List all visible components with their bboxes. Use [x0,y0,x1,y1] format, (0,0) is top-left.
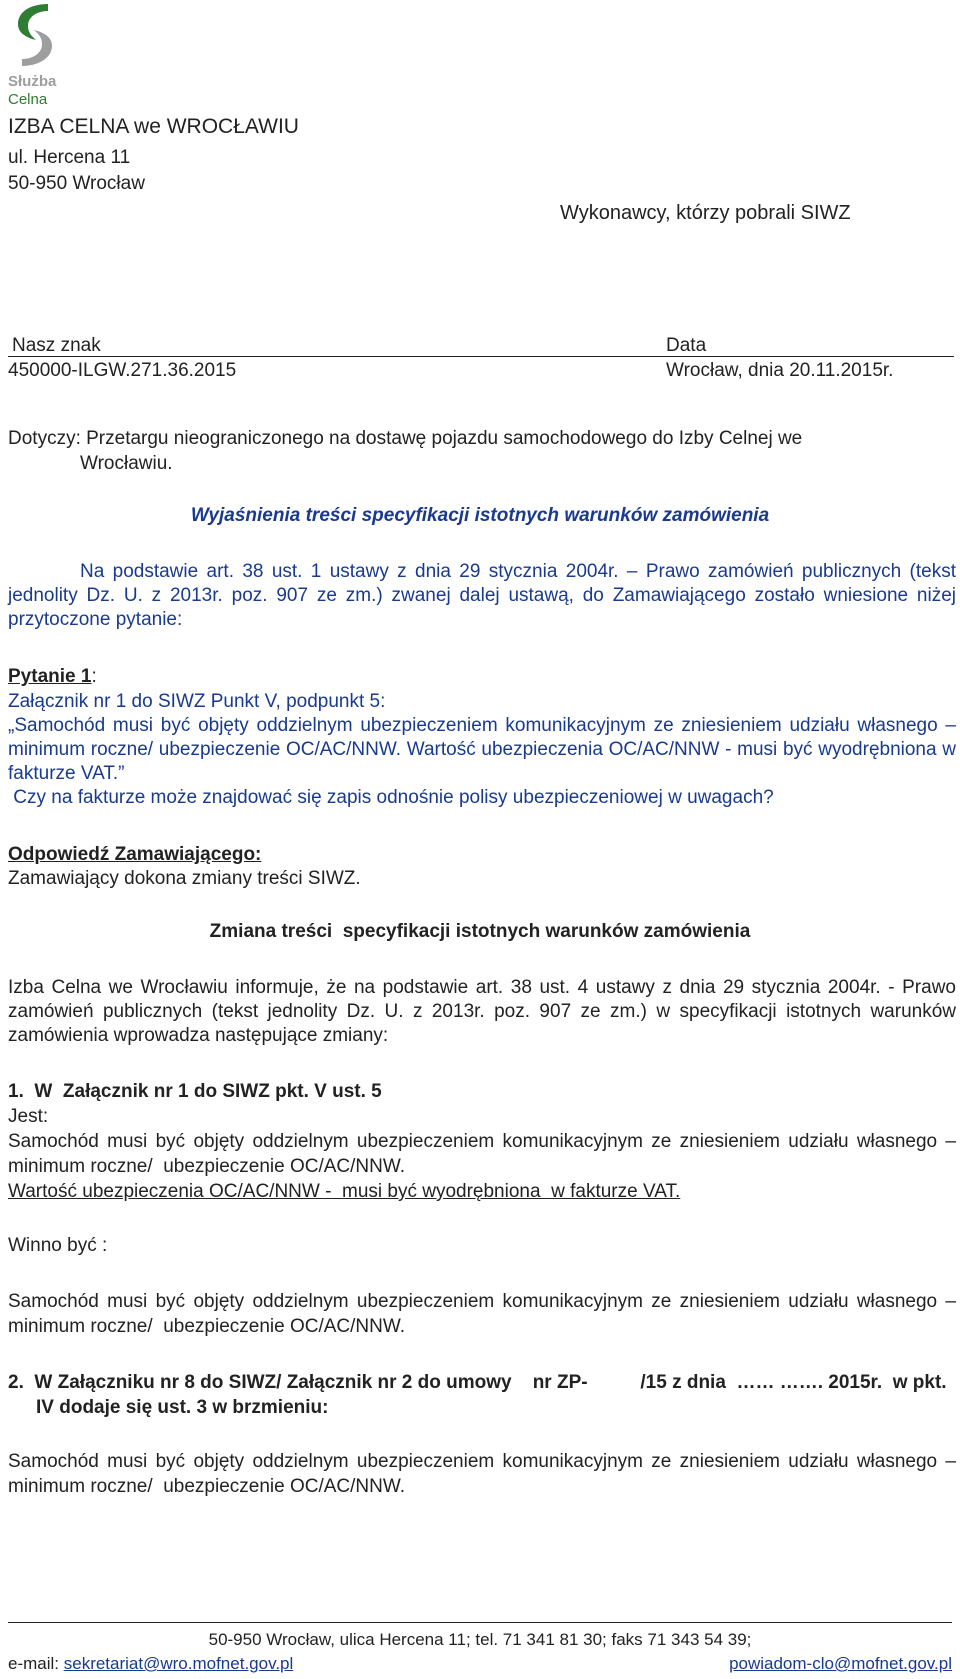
question-heading [8,665,97,689]
question-ask: Czy na fakturze może znajdować się zapis odnośnie polisy ubezpieczeniowej w uwagach? [8,787,774,808]
footer-email2-row [729,1652,952,1676]
footer-email-link[interactable]: sekretariat@wro.mofnet.gov.pl [63,1654,294,1673]
intro-line3: przytoczone pytanie: [8,609,183,630]
recipient: Wykonawcy, którzy pobrali SIWZ [560,202,851,224]
subject-line2: Wrocławiu. [80,453,173,474]
logo-text-sluzba: Służba [8,73,57,90]
customs-logo-icon [8,2,60,68]
footer-email2-link[interactable]: powiadom-clo@mofnet.gov.pl [729,1654,952,1673]
item1-jest-label: Jest: [8,1106,49,1127]
footer-email-row [8,1652,293,1676]
office-street: ul. Hercena 11 [8,147,131,168]
title-changes: Zmiana treści specyfikacji istotnych warunków zamówienia [209,921,751,942]
item1-jest-line1: Samochód musi być objęty oddzielnym ubezpieczeniem komunikacyjnym ze zniesieniem udziału własnego – [8,1131,956,1152]
item1-heading: 1. W Załącznik nr 1 do SIWZ pkt. V ust. 5 [8,1081,382,1102]
our-ref-value: 450000-ILGW.271.36.2015 [8,360,237,381]
logo-text-celna: Celna [8,91,48,108]
date-label: Data [666,335,707,356]
item1-winno-label: Winno być : [8,1235,108,1256]
item2-text-line1: Samochód musi być objęty oddzielnym ubezpieczeniem komunikacyjnym ze zniesieniem udziału własnego – [8,1451,956,1472]
question-label: Pytanie 1 [8,666,92,687]
question-ref: Załącznik nr 1 do SIWZ Punkt V, podpunkt 5: [8,691,386,712]
question-quote-line1: „Samochód musi być objęty oddzielnym ubezpieczeniem komunikacyjnym ze zniesieniem udziału własnego – [8,715,956,736]
intro-line1: Na podstawie art. 38 ust. 1 ustawy z dnia 29 stycznia 2004r. – Prawo zamówień publicznych (tekst [80,561,956,582]
item1-jest-line2: minimum roczne/ ubezpieczenie OC/AC/NNW. [8,1156,406,1177]
footer-email-label: e-mail: [8,1654,64,1673]
our-ref-label: Nasz znak [12,335,101,356]
question-quote-line3: fakturze VAT.” [8,763,125,784]
change-intro-line2: zamówień publicznych (tekst jednolity Dz. U. z 2013r. poz. 907 ze zm.) w specyfikacji istotnych warunków [8,1001,956,1022]
date-value: Wrocław, dnia 20.11.2015r. [666,360,894,381]
question-colon: : [91,666,97,687]
intro-line2: jednolity Dz. U. z 2013r. poz. 907 ze zm.) zwanej dalej ustawą, do Zamawiającego zostało wniesione niżej [8,585,956,606]
question-quote-line2: minimum roczne/ ubezpieczenie OC/AC/NNW. Wartość ubezpieczenia OC/AC/NNW - musi być wyodrębniona w [8,739,956,760]
item2-heading-line1: 2. W Załączniku nr 8 do SIWZ/ Załącznik nr 2 do umowy nr ZP- /15 z dnia …… ……. 2015r. w pkt. [8,1372,947,1393]
change-intro-line3: zamówienia wprowadza następujące zmiany: [8,1025,389,1046]
change-intro-line1: Izba Celna we Wrocławiu informuje, że na podstawie art. 38 ust. 4 ustawy z dnia 29 stycznia 2004r. - Prawo [8,977,956,998]
office-name: IZBA CELNA we WROCŁAWIU [8,115,299,138]
item2-heading-line2: IV dodaje się ust. 3 w brzmieniu: [36,1397,329,1418]
footer-address: 50-950 Wrocław, ulica Hercena 11; tel. 71 341 81 30; faks 71 343 54 39; [208,1630,752,1649]
ref-divider [8,356,954,357]
item1-jest-line3: Wartość ubezpieczenia OC/AC/NNW - musi być wyodrębniona w fakturze VAT. [8,1181,681,1202]
item1-winno-line1: Samochód musi być objęty oddzielnym ubezpieczeniem komunikacyjnym ze zniesieniem udziału własnego – [8,1291,956,1312]
title-explanations: Wyjaśnienia treści specyfikacji istotnych warunków zamówienia [190,505,770,526]
answer-text: Zamawiający dokona zmiany treści SIWZ. [8,868,361,889]
item1-winno-line2: minimum roczne/ ubezpieczenie OC/AC/NNW. [8,1316,406,1337]
footer-divider [8,1622,952,1623]
answer-label: Odpowiedź Zamawiającego: [8,844,262,865]
subject-line1: Dotyczy: Przetargu nieograniczonego na dostawę pojazdu samochodowego do Izby Celnej we [8,428,803,449]
item2-text-line2: minimum roczne/ ubezpieczenie OC/AC/NNW. [8,1476,406,1497]
office-city: 50-950 Wrocław [8,173,145,194]
